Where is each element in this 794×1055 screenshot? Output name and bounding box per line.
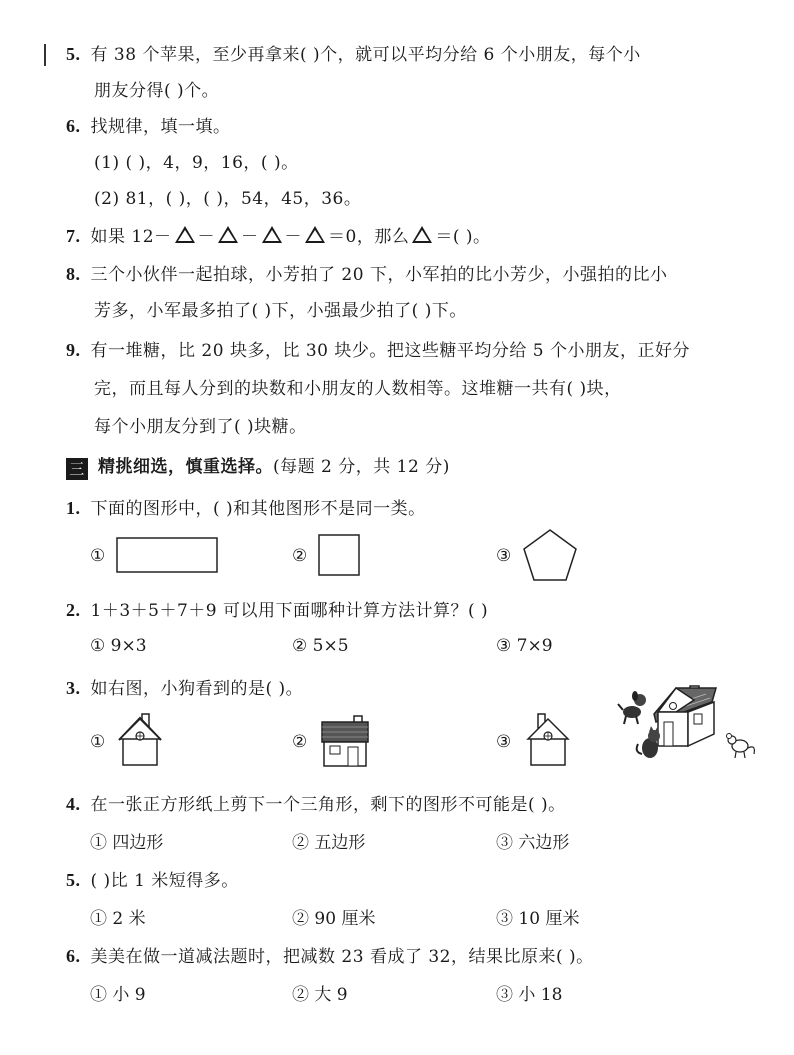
question-9-line-1 [66,336,690,361]
triangle-icon [218,226,238,243]
triangle-icon [305,226,325,243]
square-shape [318,534,360,576]
question-8-line-2: 芳多，小军最多拍了( )下，小强最少拍了( )下。 [94,301,467,321]
option-1: ① 四边形 [90,833,164,853]
option-3-label: ③ [496,546,512,566]
option-1-label: ① [90,732,106,752]
question-text: 下面的图形中，( )和其他图形不是同一类。 [90,499,426,519]
option-3: ③ 六边形 [496,833,570,853]
question-number: 4. [66,794,81,814]
question-text: 找规律，填一填。 [90,117,231,137]
question-number: 6. [66,946,81,966]
question-number: 9. [66,340,81,360]
option-2-label: ② [292,732,308,752]
choice-question-3 [66,674,303,699]
question-text: 在一张正方形纸上剪下一个三角形，剩下的图形不可能是( )。 [90,795,566,815]
question-text: ( )比 1 米短得多。 [90,871,239,891]
question-8-line-1 [66,260,667,285]
section-header [66,452,450,480]
question-9-line-2: 完，而且每人分到的块数和小朋友的人数相等。这堆糖一共有( )块， [94,379,622,399]
option-2: ② 5×5 [292,636,349,656]
question-number: 5. [66,44,81,64]
section-number-icon: 三 [66,458,88,480]
triangle-icon [175,226,195,243]
choice-question-1 [66,494,426,519]
triangle-icon [262,226,282,243]
option-2: ② 大 9 [292,985,348,1005]
question-7: 7. 如果 12－ － － － ＝0，那么 ＝( )。 [66,226,491,247]
question-9-line-3: 每个小朋友分到了( )块糖。 [94,417,307,437]
question-6-sub-2: (2) 81，( )，( )，54，45，36。 [94,189,362,209]
house-side-view-icon [524,712,572,768]
question-number: 5. [66,870,81,890]
question-text: 有 38 个苹果，至少再拿来( )个，就可以平均分给 6 个小朋友，每个小 [90,45,641,65]
house-animals-illustration [616,682,758,764]
choice-question-4 [66,790,566,815]
margin-marker [44,44,46,66]
choice-question-2 [66,596,488,621]
option-2-label: ② [292,546,308,566]
rectangle-shape [116,537,218,573]
option-1: ① 9×3 [90,636,147,656]
question-6-title [66,112,231,137]
section-note: (每题 2 分，共 12 分) [273,457,450,477]
question-text: 有一堆糖，比 20 块多，比 30 块少。把这些糖平均分给 5 个小朋友，正好分 [90,341,691,361]
question-number: 3. [66,678,81,698]
option-1: ① 小 9 [90,985,146,1005]
question-text: 三个小伙伴一起拍球，小芳拍了 20 下，小军拍的比小芳少，小强拍的比小 [90,265,668,285]
question-number: 8. [66,264,81,284]
option-1: ① 2 米 [90,909,146,929]
option-1-label: ① [90,546,106,566]
question-number: 2. [66,600,81,620]
house-side-view-icon [116,712,164,768]
question-number: 7. [66,226,81,246]
question-number: 6. [66,116,81,136]
question-text: 如右图，小狗看到的是( )。 [90,679,304,699]
section-title: 精挑细选，慎重选择。 [98,457,273,477]
option-3: ③ 7×9 [496,636,553,656]
question-6-sub-1: (1) ( )，4，9，16，( )。 [94,153,299,173]
option-3-label: ③ [496,732,512,752]
choice-question-5 [66,866,239,891]
question-5-line-2: 朋友分得( )个。 [94,81,220,101]
question-number: 1. [66,498,81,518]
question-5-line-1 [66,40,641,65]
pentagon-shape [522,528,578,582]
option-2: ② 五边形 [292,833,366,853]
triangle-icon [412,226,432,243]
option-3: ③ 小 18 [496,985,563,1005]
option-2: ② 90 厘米 [292,909,376,929]
choice-question-6 [66,942,594,967]
option-3: ③ 10 厘米 [496,909,580,929]
house-front-view-icon [318,714,374,768]
question-text: 美美在做一道减法题时，把减数 23 看成了 32，结果比原来( )。 [90,947,594,967]
question-text: 1＋3＋5＋7＋9 可以用下面哪种计算方法计算？( ) [90,601,489,621]
